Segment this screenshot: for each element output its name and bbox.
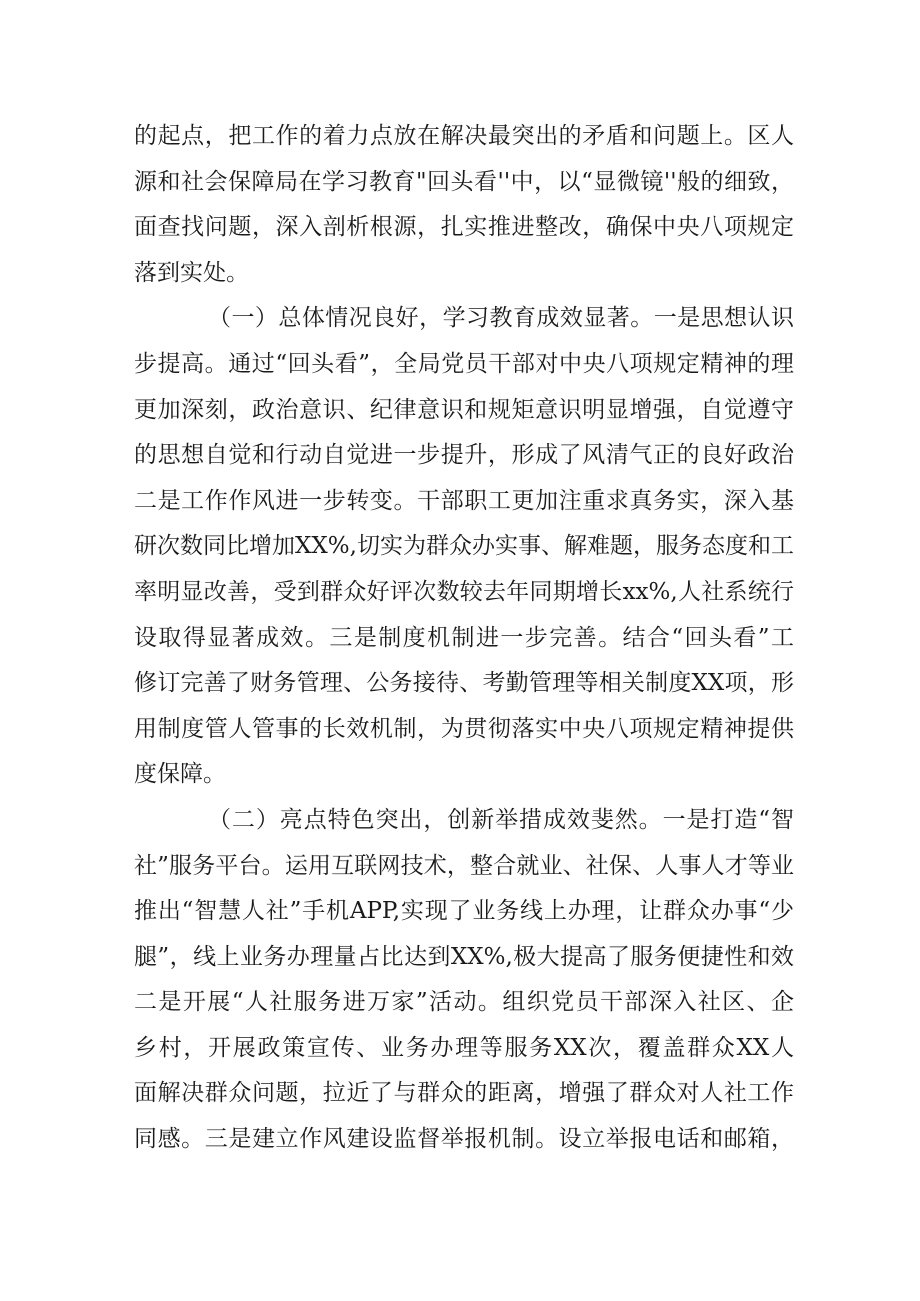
text-line: （一）总体情况良好，学习教育成效显著。一是思想认识 [208, 305, 794, 332]
paragraph-p3 [134, 798, 794, 1163]
text-line: 腿”，线上业务办理量占比达到XX%,极大提高了服务便捷性和效 [134, 943, 794, 970]
text-line: 推出“智慧人社”手机APP,实现了业务线上办理，让群众办事“少 [134, 898, 794, 925]
text-line: 社”服务平台。运用互联网技术，整合就业、社保、人事人才等业 [134, 852, 794, 879]
text-line: 二是工作作风进一步转变。干部职工更加注重求真务实，深入基 [134, 487, 794, 514]
text-line: 更加深刻，政治意识、纪律意识和规矩意识明显增强，自觉遵守 [134, 396, 794, 423]
text-line: 率明显改善，受到群众好评次数较去年同期增长xx%,人社系统行 [134, 578, 794, 605]
text-line: 的起点，把工作的着力点放在解决最突出的矛盾和问题上。区人 [134, 123, 794, 149]
text-line: 步提高。通过“回头看”，全局党员干部对中央八项规定精神的理 [134, 350, 794, 377]
document-body [134, 114, 794, 1163]
text-line: 乡村，开展政策宣传、业务办理等服务XX次，覆盖群众XX人 [134, 1034, 794, 1061]
text-line: 用制度管人管事的长效机制，为贯彻落实中央八项规定精神提供 [134, 715, 794, 742]
text-line: 的思想自觉和行动自觉进一步提升，形成了风清气正的良好政治 [134, 442, 794, 469]
paragraph-p1 [134, 114, 794, 296]
text-line: 设取得显著成效。三是制度机制进一步完善。结合“回头看”工 [134, 624, 794, 651]
text-line: 面查找问题，深入剖析根源，扎实推进整改，确保中央八项规定 [134, 214, 794, 241]
text-line: 二是开展“人社服务进万家”活动。组织党员干部深入社区、企 [134, 989, 794, 1016]
text-line: 度保障。 [134, 761, 226, 788]
text-line: 面解决群众问题，拉近了与群众的距离，增强了群众对人社工作 [134, 1080, 794, 1107]
text-line: 同感。三是建立作风建设监督举报机制。设立举报电话和邮箱， [134, 1126, 794, 1153]
text-line: 研次数同比增加XX%,切实为群众办实事、解难题，服务态度和工 [134, 533, 794, 560]
text-line: （二）亮点特色突出，创新举措成效斐然。一是打造“智 [208, 806, 794, 833]
text-line: 修订完善了财务管理、公务接待、考勤管理等相关制度XX项，形 [134, 670, 794, 697]
text-line: 源和社会保障局在学习教育"回头看''中，以“显微镜''般的细致， [134, 168, 794, 195]
text-line: 落到实处。 [134, 259, 249, 286]
paragraph-p2 [134, 296, 794, 798]
